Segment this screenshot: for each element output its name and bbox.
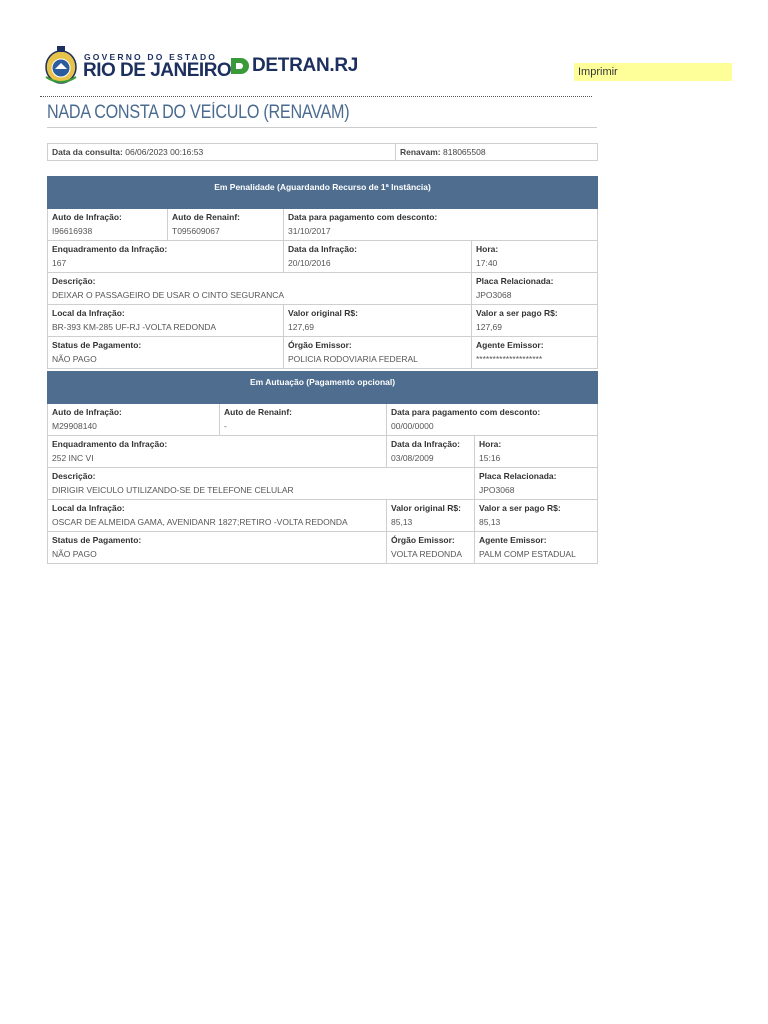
local-label: Local da Infração: bbox=[52, 503, 125, 513]
data-infracao-value: 20/10/2016 bbox=[288, 258, 331, 268]
placa-value: JPO3068 bbox=[479, 485, 515, 495]
hora-value: 15:16 bbox=[479, 453, 501, 463]
enquadramento-label: Enquadramento da Infração: bbox=[52, 439, 168, 449]
penalidade-table bbox=[47, 176, 598, 369]
placa-label: Placa Relacionada: bbox=[476, 276, 554, 286]
enquadramento-label: Enquadramento da Infração: bbox=[52, 244, 168, 254]
auto-renainf-value: T095609067 bbox=[172, 226, 220, 236]
data-infracao-label: Data da Infração: bbox=[391, 439, 460, 449]
gov-line: GOVERNO DO ESTADO bbox=[84, 52, 218, 62]
autuacao-table bbox=[47, 371, 598, 564]
title-divider bbox=[47, 127, 597, 128]
orgao-label: Órgão Emissor: bbox=[391, 535, 455, 545]
status-label: Status de Pagamento: bbox=[52, 340, 142, 350]
table-row bbox=[48, 209, 598, 241]
renavam-value: 818065508 bbox=[443, 147, 486, 157]
table-row bbox=[48, 500, 598, 532]
agente-value: ******************** bbox=[476, 354, 543, 364]
hora-label: Hora: bbox=[476, 244, 499, 254]
placa-value: JPO3068 bbox=[476, 290, 512, 300]
gov-state: RIO DE JANEIRO bbox=[83, 60, 232, 81]
consulta-date-cell bbox=[48, 144, 396, 161]
valor-pagar-value: 85,13 bbox=[479, 517, 501, 527]
descricao-value: DEIXAR O PASSAGEIRO DE USAR O CINTO SEGURANCA bbox=[52, 290, 285, 300]
agente-label: Agente Emissor: bbox=[479, 535, 547, 545]
consulta-date-label: Data da consulta: bbox=[52, 147, 123, 157]
auto-infracao-label: Auto de Infração: bbox=[52, 407, 122, 417]
orgao-label: Órgão Emissor: bbox=[288, 340, 352, 350]
descricao-label: Descrição: bbox=[52, 276, 96, 286]
print-button[interactable]: Imprimir bbox=[574, 63, 732, 81]
local-value: BR-393 KM-285 UF-RJ -VOLTA REDONDA bbox=[52, 322, 217, 332]
auto-infracao-value: M29908140 bbox=[52, 421, 97, 431]
orgao-value: VOLTA REDONDA bbox=[391, 549, 463, 559]
header bbox=[42, 40, 602, 92]
status-value: NÃO PAGO bbox=[52, 549, 97, 559]
valor-original-label: Valor original R$: bbox=[391, 503, 461, 513]
renavam-cell bbox=[396, 144, 598, 161]
auto-infracao-label: Auto de Infração: bbox=[52, 212, 122, 222]
placa-label: Placa Relacionada: bbox=[479, 471, 557, 481]
valor-pagar-label: Valor a ser pago R$: bbox=[479, 503, 561, 513]
table-row bbox=[48, 468, 598, 500]
descricao-label: Descrição: bbox=[52, 471, 96, 481]
auto-infracao-value: I96616938 bbox=[52, 226, 93, 236]
enquadramento-value: 252 INC VI bbox=[52, 453, 94, 463]
section-heading-penalidade: Em Penalidade (Aguardando Recurso de 1ª Instância) bbox=[48, 177, 598, 209]
table-row bbox=[48, 404, 598, 436]
auto-renainf-label: Auto de Renainf: bbox=[172, 212, 240, 222]
page-title: NADA CONSTA DO VEÍCULO (RENAVAM) bbox=[47, 102, 350, 123]
data-desconto-value: 31/10/2017 bbox=[288, 226, 331, 236]
rj-state-seal-icon bbox=[42, 43, 80, 87]
local-label: Local da Infração: bbox=[52, 308, 125, 318]
hora-label: Hora: bbox=[479, 439, 502, 449]
detran-logo-text: DETRAN.RJ bbox=[252, 55, 359, 76]
renavam-label: Renavam: bbox=[400, 147, 441, 157]
consulta-table bbox=[47, 143, 598, 161]
auto-renainf-value: - bbox=[224, 421, 227, 431]
data-desconto-label: Data para pagamento com desconto: bbox=[288, 212, 438, 222]
local-value: OSCAR DE ALMEIDA GAMA, AVENIDANR 1827;RETIRO -VOLTA REDONDA bbox=[52, 517, 348, 527]
valor-original-label: Valor original R$: bbox=[288, 308, 358, 318]
data-desconto-label: Data para pagamento com desconto: bbox=[391, 407, 541, 417]
data-infracao-label: Data da Infração: bbox=[288, 244, 357, 254]
section-heading-autuacao: Em Autuação (Pagamento opcional) bbox=[48, 372, 598, 404]
orgao-value: POLICIA RODOVIARIA FEDERAL bbox=[288, 354, 418, 364]
table-row bbox=[48, 305, 598, 337]
agente-value: PALM COMP ESTADUAL bbox=[479, 549, 576, 559]
table-row bbox=[48, 337, 598, 369]
enquadramento-value: 167 bbox=[52, 258, 67, 268]
descricao-value: DIRIGIR VEICULO UTILIZANDO-SE DE TELEFONE CELULAR bbox=[52, 485, 294, 495]
table-row bbox=[48, 436, 598, 468]
valor-pagar-value: 127,69 bbox=[476, 322, 502, 332]
consulta-date-value: 06/06/2023 00:16:53 bbox=[125, 147, 204, 157]
valor-pagar-label: Valor a ser pago R$: bbox=[476, 308, 558, 318]
status-label: Status de Pagamento: bbox=[52, 535, 142, 545]
valor-original-value: 85,13 bbox=[391, 517, 413, 527]
data-infracao-value: 03/08/2009 bbox=[391, 453, 434, 463]
table-row bbox=[48, 241, 598, 273]
data-desconto-value: 00/00/0000 bbox=[391, 421, 434, 431]
table-row bbox=[48, 273, 598, 305]
status-value: NÃO PAGO bbox=[52, 354, 97, 364]
auto-renainf-label: Auto de Renainf: bbox=[224, 407, 292, 417]
agente-label: Agente Emissor: bbox=[476, 340, 544, 350]
table-row bbox=[48, 532, 598, 564]
valor-original-value: 127,69 bbox=[288, 322, 314, 332]
divider bbox=[40, 96, 592, 97]
hora-value: 17:40 bbox=[476, 258, 498, 268]
detran-d-icon bbox=[230, 56, 250, 76]
